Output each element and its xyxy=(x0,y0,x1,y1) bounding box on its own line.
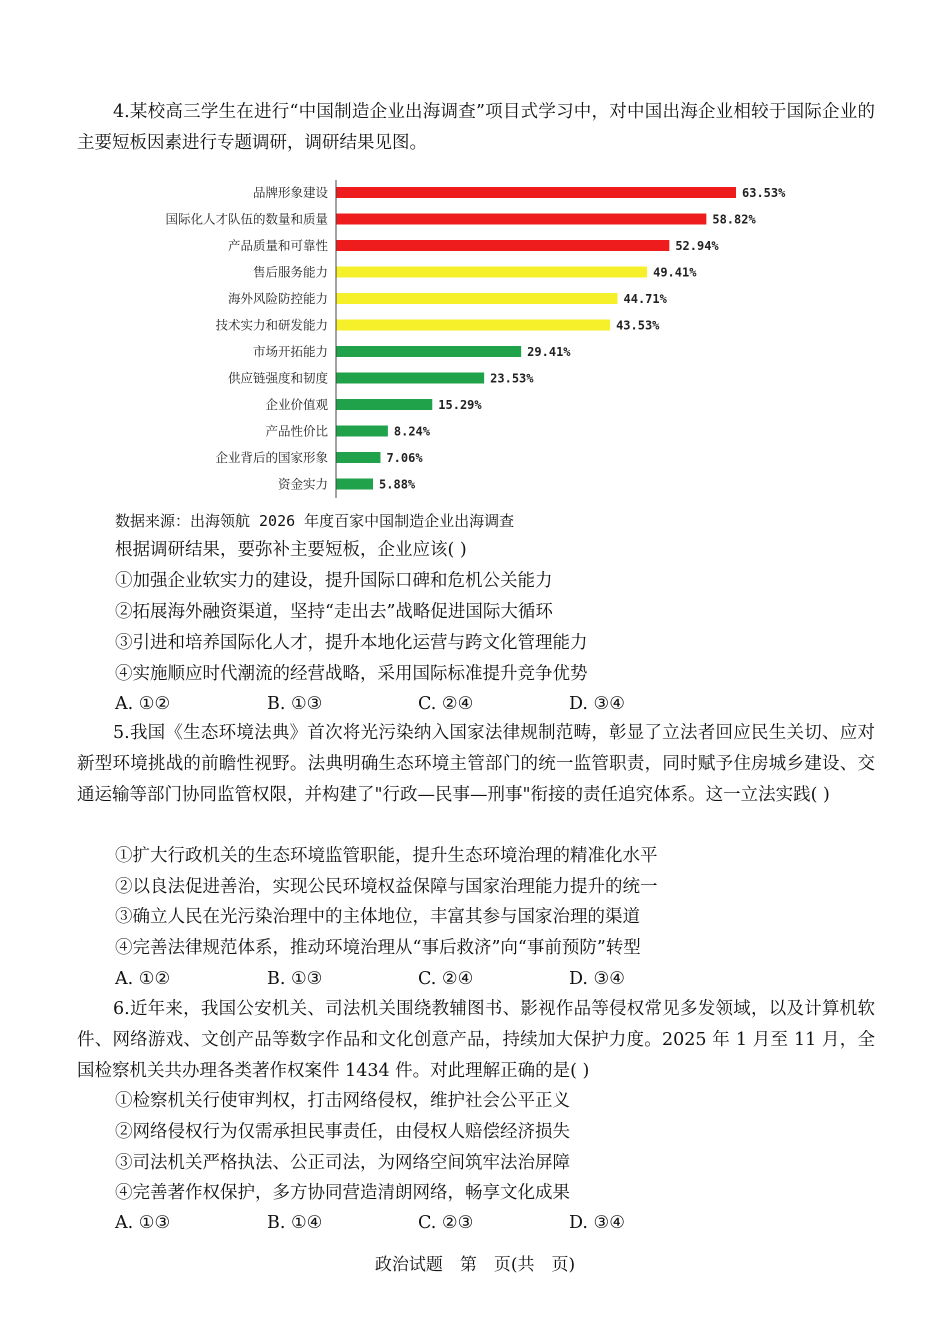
q4-choice-a: A. ①② xyxy=(115,694,171,714)
q5-option-3: ③确立人民在光污染治理中的主体地位，丰富其参与国家治理的渠道 xyxy=(115,907,640,927)
bar xyxy=(336,214,706,225)
q4-option-4: ④实施顺应时代潮流的经营战略，采用国际标准提升竞争优势 xyxy=(115,664,588,684)
category-label: 产品质量和可靠性 xyxy=(227,238,328,253)
q6-option-4: ④完善著作权保护，多方协同营造清朗网络，畅享文化成果 xyxy=(115,1183,570,1203)
value-label: 52.94% xyxy=(675,239,719,253)
category-label: 售后服务能力 xyxy=(252,264,328,280)
q5-choice-d: D. ③④ xyxy=(569,969,625,989)
q5-stem: 5.我国《生态环境法典》首次将光污染纳入国家法律规制范畴，彰显了立法者回应民生关切、应对新型环境挑战的前瞻性视野。法典明确生态环境主管部门的统一监管职责，同时赋予住房城乡建设、交通运输等部门协同监管权限，并构建了"行政—民事—刑事"衔接的责任追究体系。这一立法实践( ) xyxy=(77,723,875,805)
q6-choice-b: B. ①④ xyxy=(267,1213,323,1233)
value-label: 8.24% xyxy=(393,424,431,439)
q4-stem: 4.某校高三学生在进行“中国制造企业出海调查”项目式学习中，对中国出海企业相较于国际企业的主要短板因素进行专题调研，调研结果见图。 xyxy=(77,102,875,153)
q6-choice-c: C. ②③ xyxy=(418,1213,474,1233)
q6-option-1: ①检察机关行使审判权，打击网络侵权，维护社会公平正义 xyxy=(115,1091,570,1111)
page-footer: 政治试题 第 页(共 页) xyxy=(374,1255,576,1275)
category-label: 供应链强度和韧度 xyxy=(227,370,328,386)
bar xyxy=(336,426,388,437)
value-label: 58.82% xyxy=(712,212,756,227)
q4-option-2: ②拓展海外融资渠道，坚持“走出去”战略促进国际大循环 xyxy=(115,602,553,622)
value-label: 29.41% xyxy=(527,345,571,359)
bar xyxy=(336,452,380,463)
category-label: 技术实力和研发能力 xyxy=(215,317,328,333)
q4-question: 根据调研结果，要弥补主要短板，企业应该( ) xyxy=(115,540,467,560)
q5-option-4: ④完善法律规范体系，推动环境治理从“事后救济”向“事前预防”转型 xyxy=(115,938,641,958)
value-label: 5.88% xyxy=(379,477,416,492)
value-label: 23.53% xyxy=(490,371,534,386)
q6-choice-d: D. ③④ xyxy=(569,1213,625,1233)
bar xyxy=(336,346,521,357)
category-label: 海外风险防控能力 xyxy=(227,291,328,306)
bar-chart xyxy=(140,178,820,498)
bar xyxy=(336,479,373,490)
chart-source: 数据来源：出海领航 2026 年度百家中国制造企业出海调查 xyxy=(115,512,515,530)
q4-choice-b: B. ①③ xyxy=(267,694,323,714)
bar xyxy=(336,399,432,410)
value-label: 49.41% xyxy=(653,265,697,280)
bar xyxy=(336,267,647,278)
category-label: 企业背后的国家形象 xyxy=(215,450,328,465)
bar xyxy=(336,293,618,304)
q5-choice-a: A. ①② xyxy=(115,969,171,989)
bar xyxy=(336,187,736,198)
q4-option-1: ①加强企业软实力的建设，提升国际口碑和危机公关能力 xyxy=(115,571,553,591)
bar xyxy=(336,373,484,384)
value-label: 43.53% xyxy=(616,318,660,333)
category-label: 市场开拓能力 xyxy=(252,344,328,359)
q6-option-2: ②网络侵权行为仅需承担民事责任，由侵权人赔偿经济损失 xyxy=(115,1122,570,1142)
category-label: 企业价值观 xyxy=(265,397,328,412)
bar xyxy=(336,240,669,251)
category-label: 国际化人才队伍的数量和质量 xyxy=(165,211,328,227)
q5-option-2: ②以良法促进善治，实现公民环境权益保障与国家治理能力提升的统一 xyxy=(115,877,658,897)
bar xyxy=(336,320,610,331)
q5-option-1: ①扩大行政机关的生态环境监管职能，提升生态环境治理的精准化水平 xyxy=(115,846,658,866)
q6-stem: 6.近年来，我国公安机关、司法机关围绕教辅图书、影视作品等侵权常见多发领域，以及计算机软件、网络游戏、文创产品等数字作品和文化创意产品，持续加大保护力度。2025 年 1 月至 11 月，全国检察机关共办理各类著作权案件 1434 件。对此理解正确的是( ) xyxy=(77,999,875,1081)
q5-choice-b: B. ①③ xyxy=(267,969,323,989)
value-label: 7.06% xyxy=(386,451,423,465)
q4-option-3: ③引进和培养国际化人才，提升本地化运营与跨文化管理能力 xyxy=(115,633,588,653)
q5-choice-c: C. ②④ xyxy=(418,969,474,989)
q6-option-3: ③司法机关严格执法、公正司法，为网络空间筑牢法治屏障 xyxy=(115,1153,570,1173)
category-label: 资金实力 xyxy=(277,476,328,492)
q6-choice-a: A. ①③ xyxy=(115,1213,171,1233)
q4-choice-d: D. ③④ xyxy=(569,694,625,714)
value-label: 15.29% xyxy=(438,398,482,412)
category-label: 品牌形象建设 xyxy=(252,185,328,200)
q4-choice-c: C. ②④ xyxy=(418,694,474,714)
value-label: 63.53% xyxy=(742,186,786,200)
category-label: 产品性价比 xyxy=(265,423,328,439)
value-label: 44.71% xyxy=(623,292,667,306)
